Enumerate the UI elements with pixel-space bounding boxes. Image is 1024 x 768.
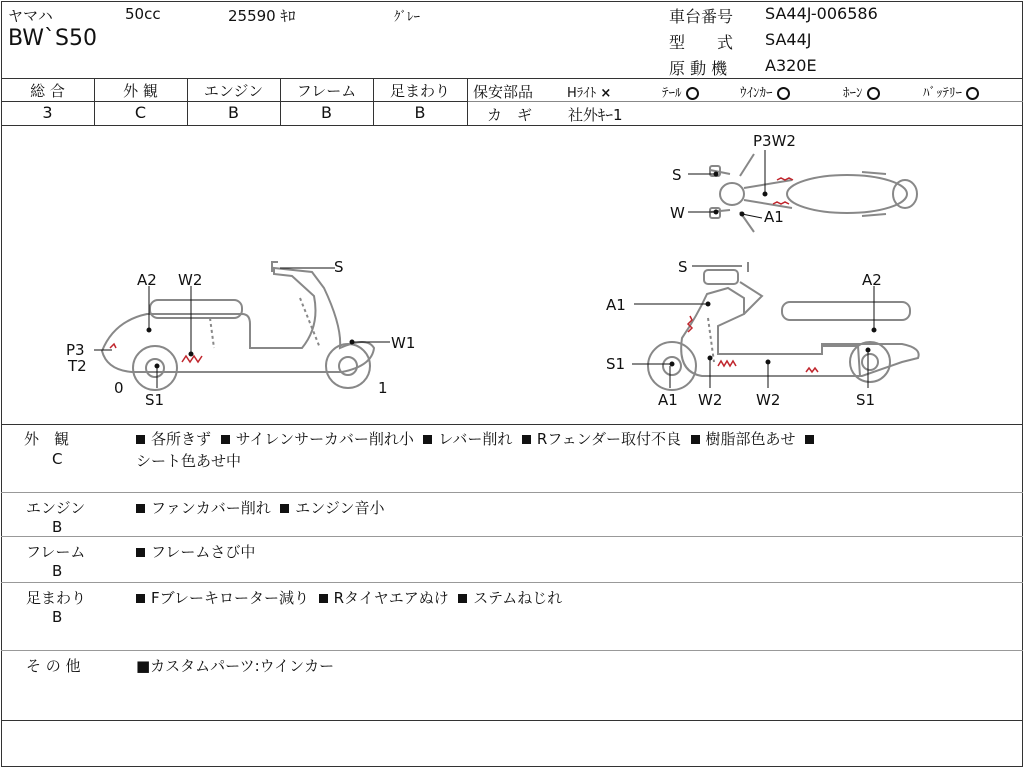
label-left-w1: W1 — [391, 334, 416, 352]
damage-diagram — [2, 126, 1022, 424]
label-right-s1-front: S1 — [606, 355, 626, 373]
grade-suspension-label: 足まわり — [389, 82, 450, 100]
frame-no-label: 車台番号 — [669, 7, 734, 26]
label-right-w2-rear: W2 — [756, 391, 781, 409]
color: ｸﾞﾚｰ — [394, 10, 420, 25]
label-left-s1: S1 — [145, 391, 165, 409]
label-right-a1-upper: A1 — [606, 296, 626, 314]
note-exterior-grade: C — [52, 450, 63, 468]
note-engine-items: ファンカバー削れ エンジン音小 — [136, 497, 385, 518]
safety-label: 保安部品 — [473, 83, 534, 101]
grade-engine-label: エンジン — [203, 82, 264, 100]
type-label: 型 式 — [669, 33, 734, 52]
safety-horn: ﾎｰﾝ — [843, 82, 880, 101]
model-name: BW`S50 — [8, 26, 98, 51]
mileage: 25590 ｷﾛ — [228, 7, 296, 25]
note-suspension-label: 足まわり — [26, 589, 87, 607]
horn-ok-icon — [867, 87, 880, 100]
note-exterior-line2: シート色あせ中 — [136, 452, 242, 470]
note-engine-grade: B — [52, 518, 63, 536]
grade-engine-value: B — [228, 103, 239, 122]
label-left-p3: P3 — [66, 341, 85, 359]
label-left-a2: A2 — [137, 271, 157, 289]
tail-ok-icon — [686, 87, 699, 100]
label-top-p3w2: P3W2 — [753, 132, 796, 150]
safety-battery: ﾊﾞｯﾃﾘｰ — [923, 82, 979, 101]
key-value: 社外ｷｰ1 — [568, 106, 623, 124]
engine-label: 原 動 機 — [669, 59, 728, 78]
frame-no: SA44J-006586 — [765, 4, 878, 23]
grade-exterior-value: C — [134, 103, 147, 122]
safety-tail: ﾃｰﾙ — [662, 82, 699, 101]
grade-exterior-label: 外 観 — [123, 82, 158, 100]
grade-overall-label: 総 合 — [30, 82, 65, 100]
type-value: SA44J — [765, 30, 812, 49]
label-top-a1: A1 — [764, 208, 784, 226]
label-left-s: S — [334, 258, 344, 276]
grade-frame-label: フレーム — [296, 82, 357, 100]
safety-winker: ｳｲﾝｶｰ — [740, 82, 790, 101]
label-left-0: 0 — [114, 379, 124, 397]
label-right-a1-lower: A1 — [658, 391, 678, 409]
battery-ok-icon — [966, 87, 979, 100]
grade-suspension-value: B — [414, 103, 426, 122]
winker-ok-icon — [777, 87, 790, 100]
label-right-s1-rear: S1 — [856, 391, 876, 409]
grade-frame-value: B — [321, 103, 332, 122]
label-right-w2-front: W2 — [698, 391, 723, 409]
note-exterior-items: 各所きず サイレンサーカバー削れ小 レバー削れ Rフェンダー取付不良 樹脂部色あせ — [136, 428, 820, 449]
key-label: カ ギ — [487, 106, 533, 124]
note-other-label: そ の 他 — [26, 657, 81, 675]
note-frame-items: フレームさび中 — [136, 541, 255, 562]
note-engine-label: エンジン — [26, 499, 86, 517]
note-suspension-items: Fブレーキローター減り Rタイヤエアぬけ ステムねじれ — [136, 587, 562, 608]
note-frame-grade: B — [52, 562, 63, 580]
label-left-1: 1 — [378, 379, 388, 397]
displacement: 50cc — [125, 5, 161, 23]
grade-overall-value: 3 — [42, 103, 53, 122]
note-other-text: ■カスタムパーツ:ウインカー — [136, 657, 335, 675]
label-left-w2: W2 — [178, 271, 203, 289]
safety-headlight: Hﾗｲﾄ × — [567, 86, 612, 101]
maker: ヤマハ — [8, 7, 53, 25]
label-top-w: W — [670, 204, 685, 222]
label-right-s: S — [678, 258, 688, 276]
note-suspension-grade: B — [52, 608, 63, 626]
engine-value: A320E — [765, 56, 817, 75]
label-right-a2: A2 — [862, 271, 882, 289]
note-frame-label: フレーム — [26, 543, 86, 561]
note-exterior-label: 外 観 — [24, 430, 70, 448]
label-top-s: S — [672, 166, 682, 184]
label-left-t2: T2 — [68, 357, 87, 375]
